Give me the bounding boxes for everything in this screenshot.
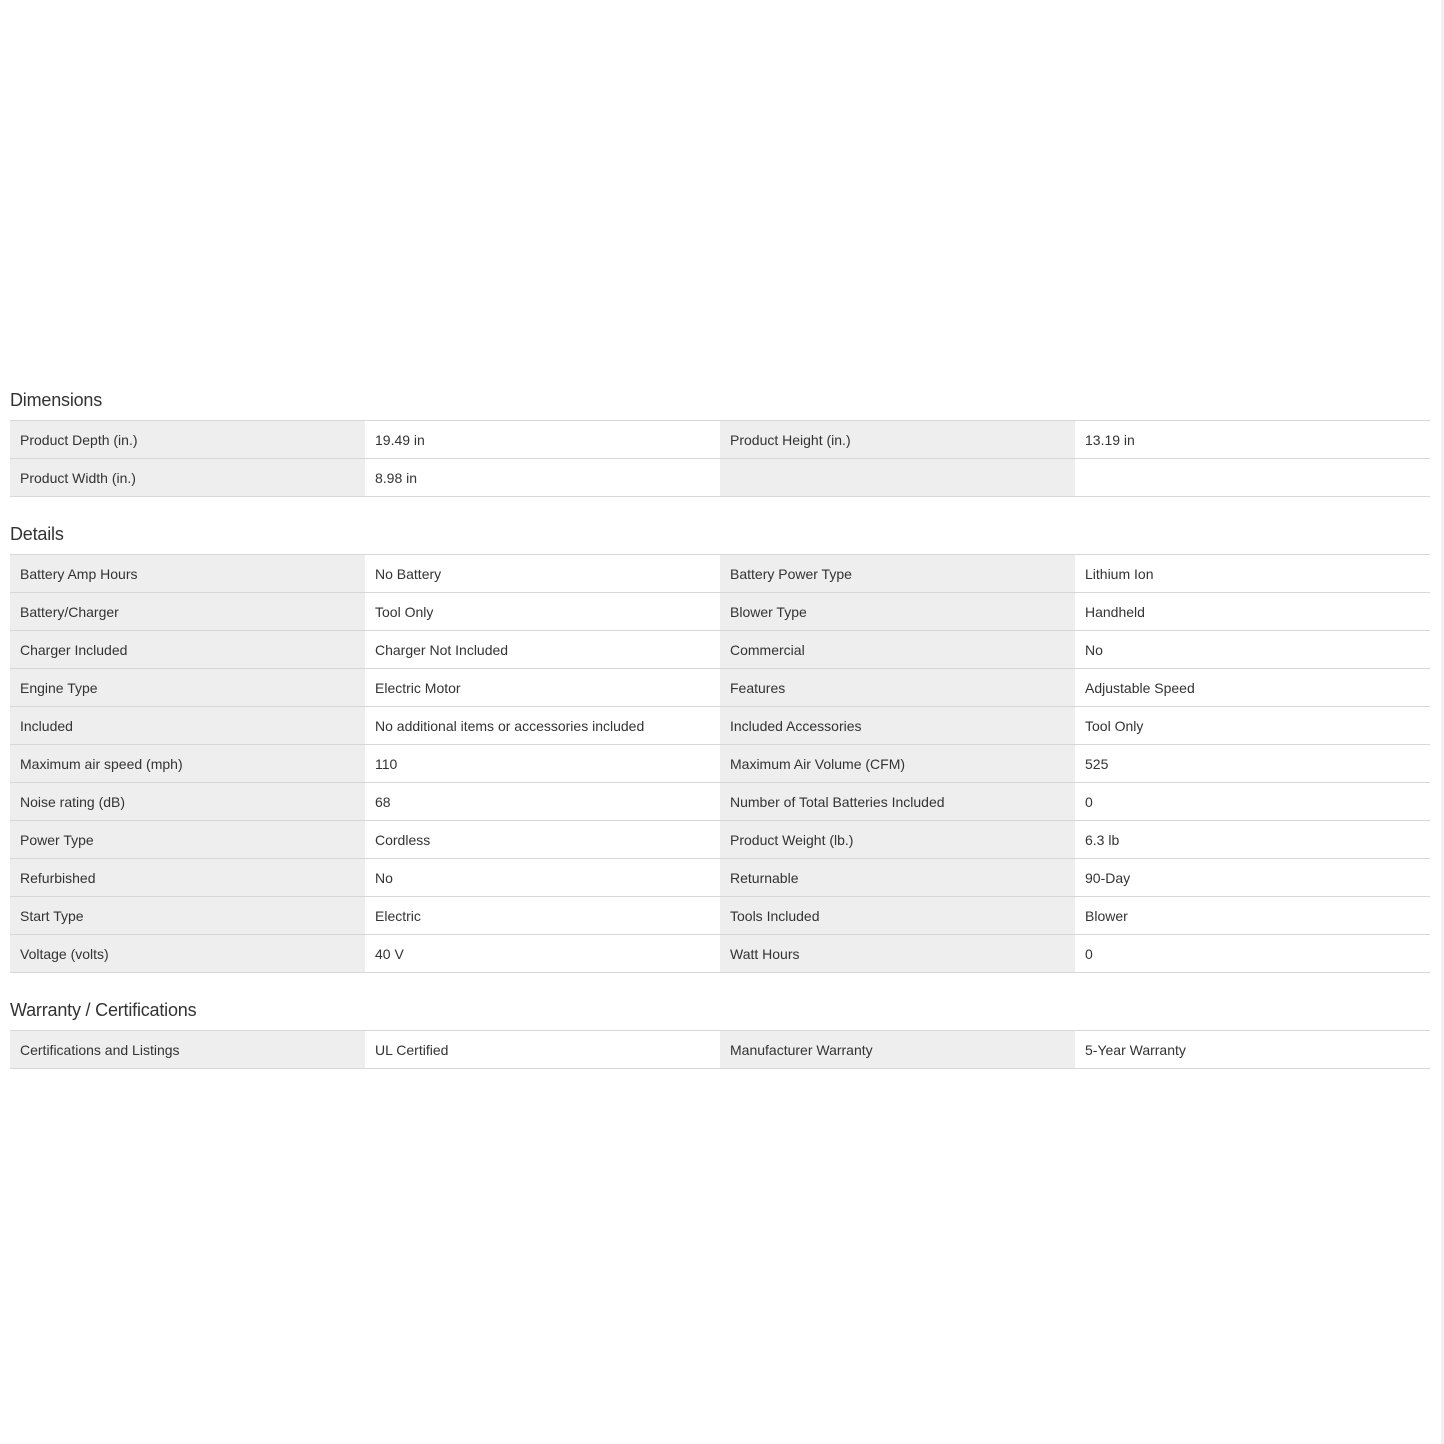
spec-label: Included Accessories xyxy=(720,707,1075,745)
specifications-panel xyxy=(10,386,1430,1092)
spec-label: Watt Hours xyxy=(720,935,1075,973)
spec-label xyxy=(720,459,1075,497)
section-title: Warranty / Certifications xyxy=(10,1000,197,1020)
spec-label: Included xyxy=(10,707,365,745)
spec-value: 5-Year Warranty xyxy=(1075,1031,1430,1069)
spec-table xyxy=(10,420,1430,497)
table-row xyxy=(10,821,1430,859)
spec-label: Refurbished xyxy=(10,859,365,897)
table-row xyxy=(10,459,1430,497)
spec-value: 19.49 in xyxy=(365,421,720,459)
spec-label: Manufacturer Warranty xyxy=(720,1031,1075,1069)
spec-value: 0 xyxy=(1075,783,1430,821)
spec-label: Battery/Charger xyxy=(10,593,365,631)
spec-value: Electric Motor xyxy=(365,669,720,707)
table-row xyxy=(10,745,1430,783)
spec-label: Returnable xyxy=(720,859,1075,897)
spec-value: 13.19 in xyxy=(1075,421,1430,459)
spec-label: Blower Type xyxy=(720,593,1075,631)
spec-value: UL Certified xyxy=(365,1031,720,1069)
spec-label: Maximum Air Volume (CFM) xyxy=(720,745,1075,783)
spec-value: 0 xyxy=(1075,935,1430,973)
spec-value: Tool Only xyxy=(1075,707,1430,745)
table-row xyxy=(10,631,1430,669)
table-row xyxy=(10,669,1430,707)
spec-value: 68 xyxy=(365,783,720,821)
spec-label: Battery Amp Hours xyxy=(10,555,365,593)
spec-label: Certifications and Listings xyxy=(10,1031,365,1069)
spec-value: Electric xyxy=(365,897,720,935)
spec-label: Noise rating (dB) xyxy=(10,783,365,821)
spec-value: 6.3 lb xyxy=(1075,821,1430,859)
spec-label: Tools Included xyxy=(720,897,1075,935)
spec-label: Product Width (in.) xyxy=(10,459,365,497)
spec-label: Maximum air speed (mph) xyxy=(10,745,365,783)
spec-value: Blower xyxy=(1075,897,1430,935)
spec-value: Handheld xyxy=(1075,593,1430,631)
spec-table xyxy=(10,1030,1430,1069)
spec-label: Engine Type xyxy=(10,669,365,707)
table-row xyxy=(10,555,1430,593)
spec-table xyxy=(10,554,1430,973)
table-row xyxy=(10,783,1430,821)
spec-label: Features xyxy=(720,669,1075,707)
table-row xyxy=(10,935,1430,973)
spec-value: 90-Day xyxy=(1075,859,1430,897)
spec-label: Product Height (in.) xyxy=(720,421,1075,459)
section-title: Details xyxy=(10,524,64,544)
spec-value: No xyxy=(365,859,720,897)
spec-label: Battery Power Type xyxy=(720,555,1075,593)
spec-label: Charger Included xyxy=(10,631,365,669)
spec-label: Commercial xyxy=(720,631,1075,669)
spec-value: No Battery xyxy=(365,555,720,593)
spec-value: 40 V xyxy=(365,935,720,973)
spec-value: Lithium Ion xyxy=(1075,555,1430,593)
spec-value: Cordless xyxy=(365,821,720,859)
table-row xyxy=(10,421,1430,459)
spec-value: 525 xyxy=(1075,745,1430,783)
spec-value: No xyxy=(1075,631,1430,669)
section-title: Dimensions xyxy=(10,390,103,410)
table-row xyxy=(10,859,1430,897)
spec-value: Charger Not Included xyxy=(365,631,720,669)
spec-value xyxy=(1075,459,1430,497)
spec-value: 110 xyxy=(365,745,720,783)
spec-section xyxy=(10,386,1430,497)
spec-label: Number of Total Batteries Included xyxy=(720,783,1075,821)
spec-value: Tool Only xyxy=(365,593,720,631)
spec-label: Product Depth (in.) xyxy=(10,421,365,459)
spec-label: Voltage (volts) xyxy=(10,935,365,973)
spec-value: 8.98 in xyxy=(365,459,720,497)
table-row xyxy=(10,1031,1430,1069)
spec-label: Start Type xyxy=(10,897,365,935)
spec-section xyxy=(10,520,1430,973)
table-row xyxy=(10,593,1430,631)
table-row xyxy=(10,707,1430,745)
spec-section xyxy=(10,996,1430,1069)
spec-label: Power Type xyxy=(10,821,365,859)
spec-label: Product Weight (lb.) xyxy=(720,821,1075,859)
table-row xyxy=(10,897,1430,935)
spec-value: No additional items or accessories included xyxy=(365,707,720,745)
spec-value: Adjustable Speed xyxy=(1075,669,1430,707)
